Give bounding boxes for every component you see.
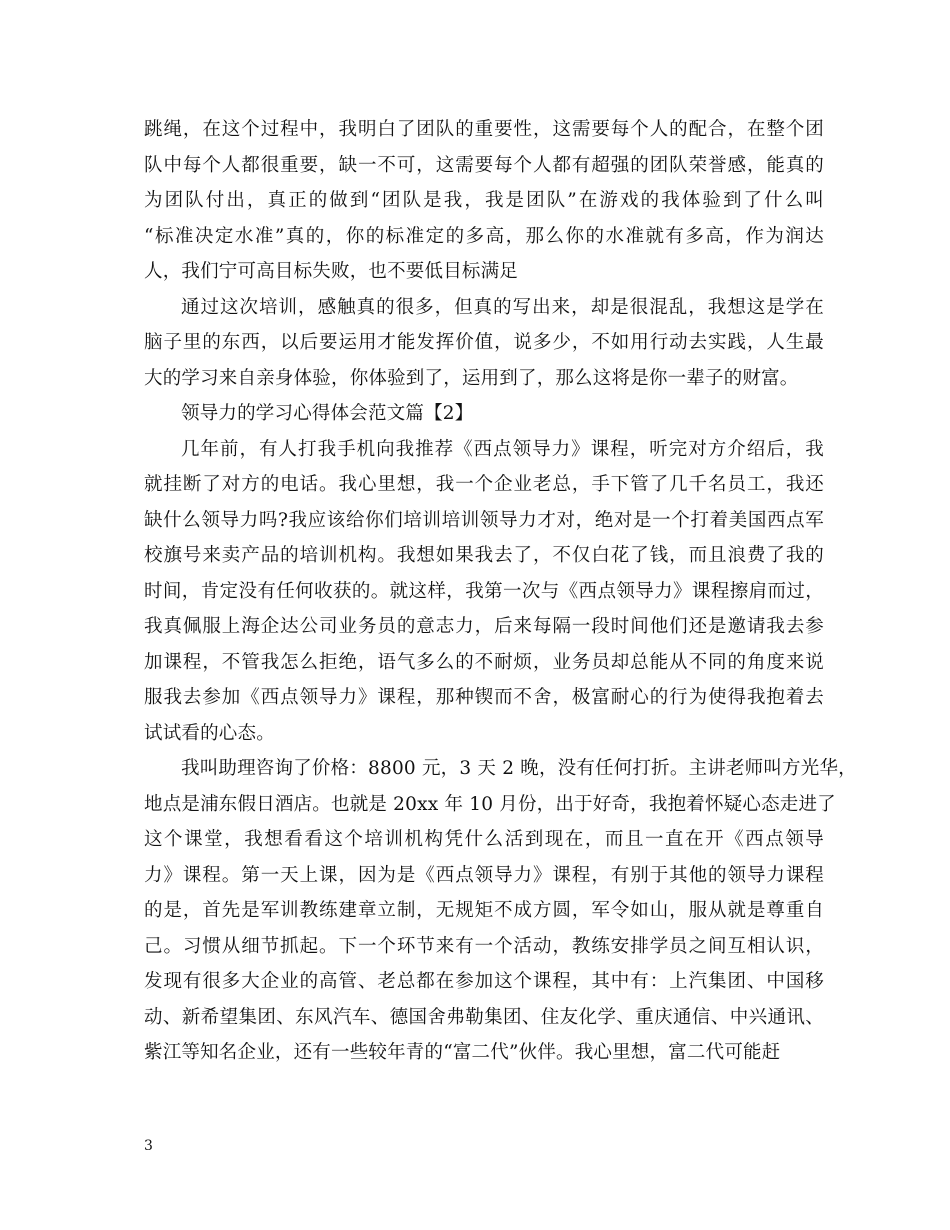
text-line: “标准决定水准”真的，你的标准定的多高，那么你的水准就有多高，作为润达 <box>144 225 824 247</box>
text-line: 通过这次培训，感触真的很多，但真的写出来，却是很混乱，我想这是学在 <box>181 296 824 318</box>
text-line: 的是，首先是军训教练建章立制，无规矩不成方圆，军令如山，服从就是尊重自 <box>144 900 824 921</box>
text-line: 缺什么领导力吗?我应该给你们培训培训领导力才对，绝对是一个打着美国西点军 <box>144 509 824 531</box>
text-line: 己。习惯从细节抓起。下一个环节来有一个活动，教练安排学员之间互相认识， <box>144 935 824 957</box>
text-line: 为团队付出，真正的做到“团队是我，我是团队”在游戏的我体验到了什么叫 <box>144 190 824 211</box>
text-line: 我叫助理咨询了价格：8800 元，3 天 2 晚，没有任何打折。主讲老师叫方光华， <box>181 758 857 779</box>
text-line: 人，我们宁可高目标失败，也不要低目标满足 <box>144 261 519 282</box>
text-line: 脑子里的东西，以后要运用才能发挥价值，说多少，不如用行动去实践，人生最 <box>144 332 824 353</box>
text-line: 校旗号来卖产品的培训机构。我想如果我去了，不仅白花了钱，而且浪费了我的 <box>144 545 824 566</box>
paragraph <box>144 112 824 290</box>
text-line: 试试看的心态。 <box>144 722 275 744</box>
text-line: 就挂断了对方的电话。我心里想，我一个企业老总，手下管了几千名员工，我还 <box>144 474 824 495</box>
text-line: 大的学习来自亲身体验，你体验到了，运用到了，那么这将是你一辈子的财富。 <box>144 367 799 389</box>
text-line: 这个课堂，我想看看这个培训机构凭什么活到现在，而且一直在开《西点领导 <box>144 829 824 850</box>
document-body <box>144 112 857 1071</box>
text-line: 地点是浦东假日酒店。也就是 20xx 年 10 月份，出于好奇，我抱着怀疑心态走进了 <box>144 793 836 815</box>
paragraph <box>144 290 824 397</box>
text-line: 发现有很多大企业的高管、老总都在参加这个课程，其中有：上汽集团、中国移 <box>144 971 824 992</box>
text-line: 时间，肯定没有任何收获的。就这样，我第一次与《西点领导力》课程擦肩而过， <box>144 580 824 602</box>
paragraph <box>144 751 857 1071</box>
text-line: 力》课程。第一天上课，因为是《西点领导力》课程，有别于其他的领导力课程 <box>144 864 824 886</box>
text-line: 服我去参加《西点领导力》课程，那种锲而不舍，极富耐心的行为使得我抱着去 <box>144 687 824 708</box>
text-line: 我真佩服上海企达公司业务员的意志力，后来每隔一段时间他们还是邀请我去参 <box>144 616 824 637</box>
text-line: 几年前，有人打我手机向我推荐《西点领导力》课程，听完对方介绍后，我 <box>181 438 824 460</box>
text-line: 跳绳，在这个过程中，我明白了团队的重要性，这需要每个人的配合，在整个团 <box>144 119 824 140</box>
text-line: 加课程，不管我怎么拒绝，语气多么的不耐烦，业务员却总能从不同的角度来说 <box>144 651 824 673</box>
text-line: 动、新希望集团、东风汽车、德国舍弗勒集团、住友化学、重庆通信、中兴通讯、 <box>144 1006 824 1028</box>
paragraph <box>144 432 824 752</box>
text-line: 队中每个人都很重要，缺一不可，这需要每个人都有超强的团队荣誉感，能真的 <box>144 154 824 176</box>
text-line: 紫江等知名企业，还有一些较年青的“富二代”伙伴。我心里想，富二代可能赶 <box>144 1042 781 1063</box>
section-heading <box>144 396 824 432</box>
page-number: 3 <box>144 1138 153 1154</box>
section-heading-text: 领导力的学习心得体会范文篇【2】 <box>181 403 474 424</box>
